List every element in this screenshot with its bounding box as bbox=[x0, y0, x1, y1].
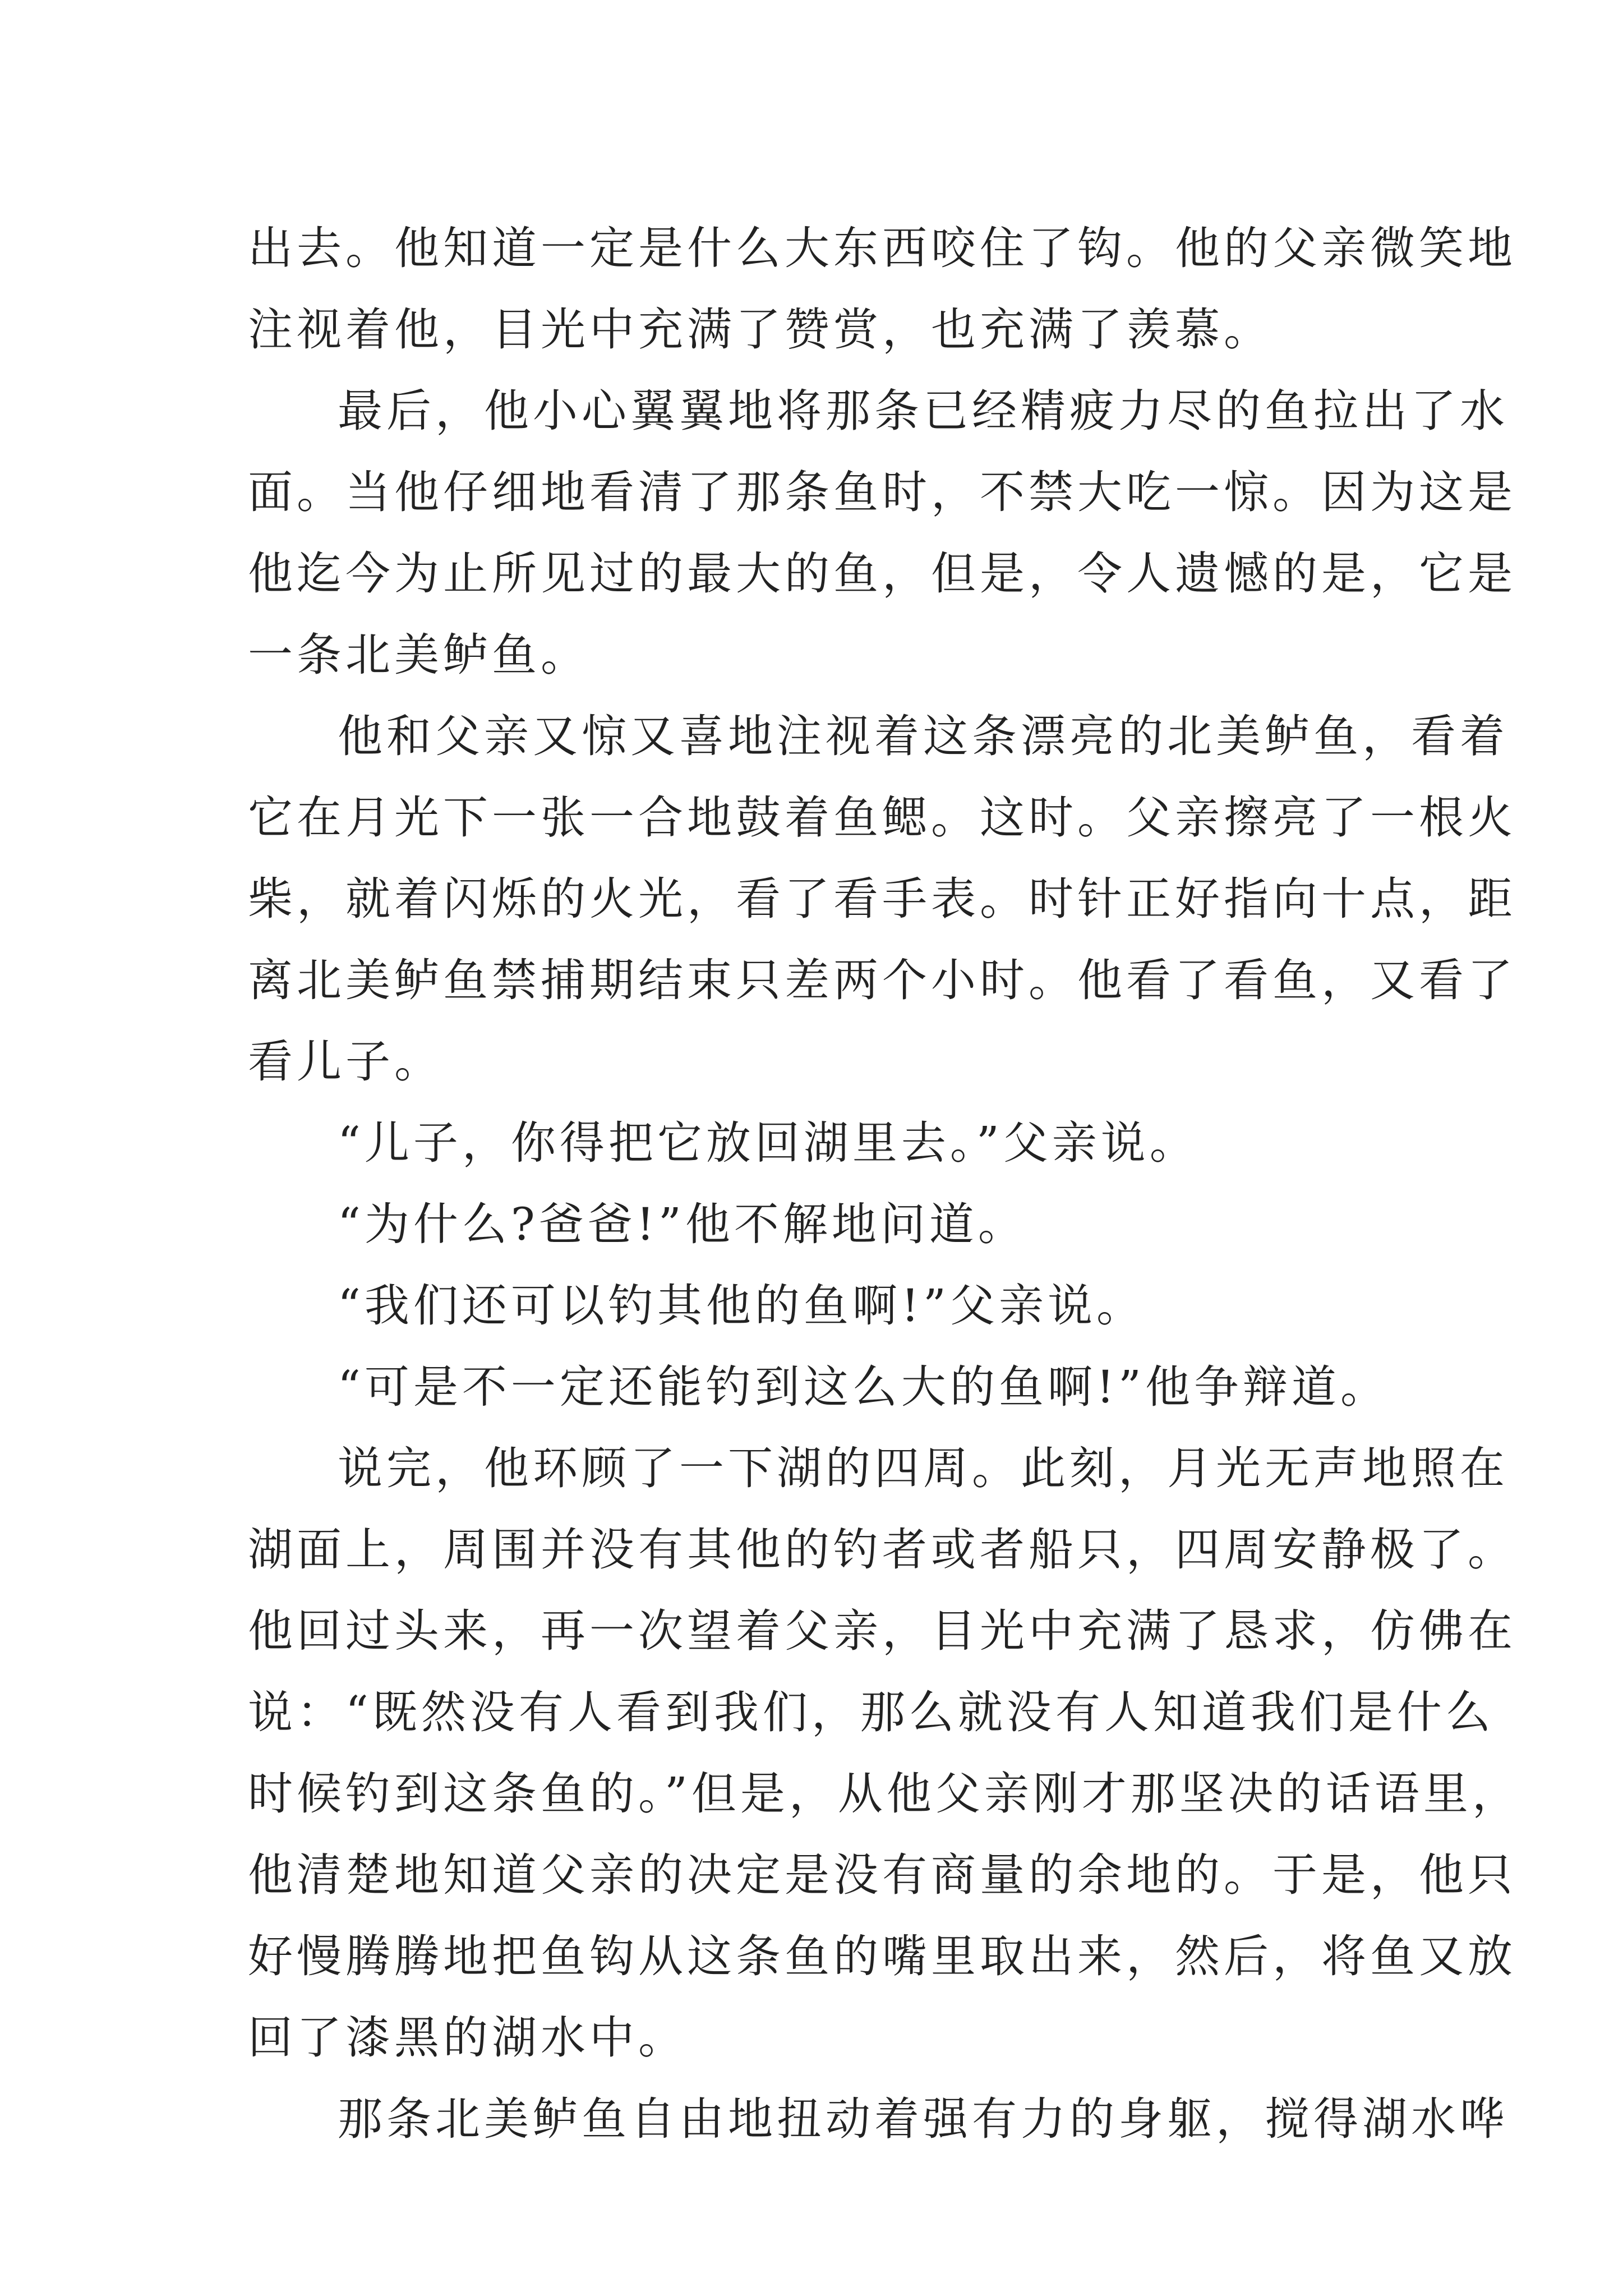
text-line: “我们还可以钓其他的鱼啊!”父亲说。 bbox=[338, 1280, 1145, 1332]
text-line: 他迄今为止所见过的最大的鱼，但是，令人遗憾的是，它是 bbox=[248, 547, 1516, 600]
text-line: 时候钓到这条鱼的。”但是，从他父亲刚才那坚决的话语里， bbox=[248, 1768, 1521, 1820]
text-line: 离北美鲈鱼禁捕期结束只差两个小时。他看了看鱼，又看了 bbox=[248, 954, 1516, 1006]
text-line: 注视着他，目光中充满了赞赏，也充满了羡慕。 bbox=[248, 303, 1272, 356]
text-line: 柴，就着闪烁的火光，看了看手表。时针正好指向十点，距 bbox=[248, 873, 1516, 925]
text-line: “儿子，你得把它放回湖里去。”父亲说。 bbox=[338, 1117, 1198, 1169]
text-line: 好慢腾腾地把鱼钩从这条鱼的嘴里取出来，然后，将鱼又放 bbox=[248, 1930, 1516, 1982]
text-line: 它在月光下一张一合地鼓着鱼鳃。这时。父亲擦亮了一根火 bbox=[248, 792, 1516, 844]
text-line: 面。当他仔细地看清了那条鱼时，不禁大吃一惊。因为这是 bbox=[248, 466, 1516, 518]
text-line: 最后，他小心翼翼地将那条已经精疲力尽的鱼拉出了水 bbox=[338, 385, 1509, 437]
text-line: 说：“既然没有人看到我们，那么就没有人知道我们是什么 bbox=[248, 1686, 1495, 1738]
text-line: 说完，他环顾了一下湖的四周。此刻，月光无声地照在 bbox=[338, 1442, 1509, 1494]
text-line: “可是不一定还能钓到这么大的鱼啊!”他争辩道。 bbox=[338, 1361, 1389, 1413]
text-line: 一条北美鲈鱼。 bbox=[248, 629, 589, 681]
text-line: 湖面上，周围并没有其他的钓者或者船只，四周安静极了。 bbox=[248, 1524, 1516, 1576]
text-line: “为什么?爸爸!”他不解地问道。 bbox=[338, 1198, 1027, 1250]
text-line: 他和父亲又惊又喜地注视着这条漂亮的北美鲈鱼，看着 bbox=[338, 710, 1509, 762]
text-line: 回了漆黑的湖水中。 bbox=[248, 2012, 687, 2064]
text-line: 看儿子。 bbox=[248, 1036, 443, 1088]
text-line: 那条北美鲈鱼自由地扭动着强有力的身躯，搅得湖水哗 bbox=[338, 2093, 1509, 2145]
text-line: 他回过头来，再一次望着父亲，目光中充满了恳求，仿佛在 bbox=[248, 1605, 1516, 1657]
text-line: 他清楚地知道父亲的决定是没有商量的余地的。于是，他只 bbox=[248, 1849, 1516, 1901]
body-text bbox=[248, 208, 1521, 2160]
text-line: 出去。他知道一定是什么大东西咬住了钩。他的父亲微笑地 bbox=[248, 222, 1516, 274]
